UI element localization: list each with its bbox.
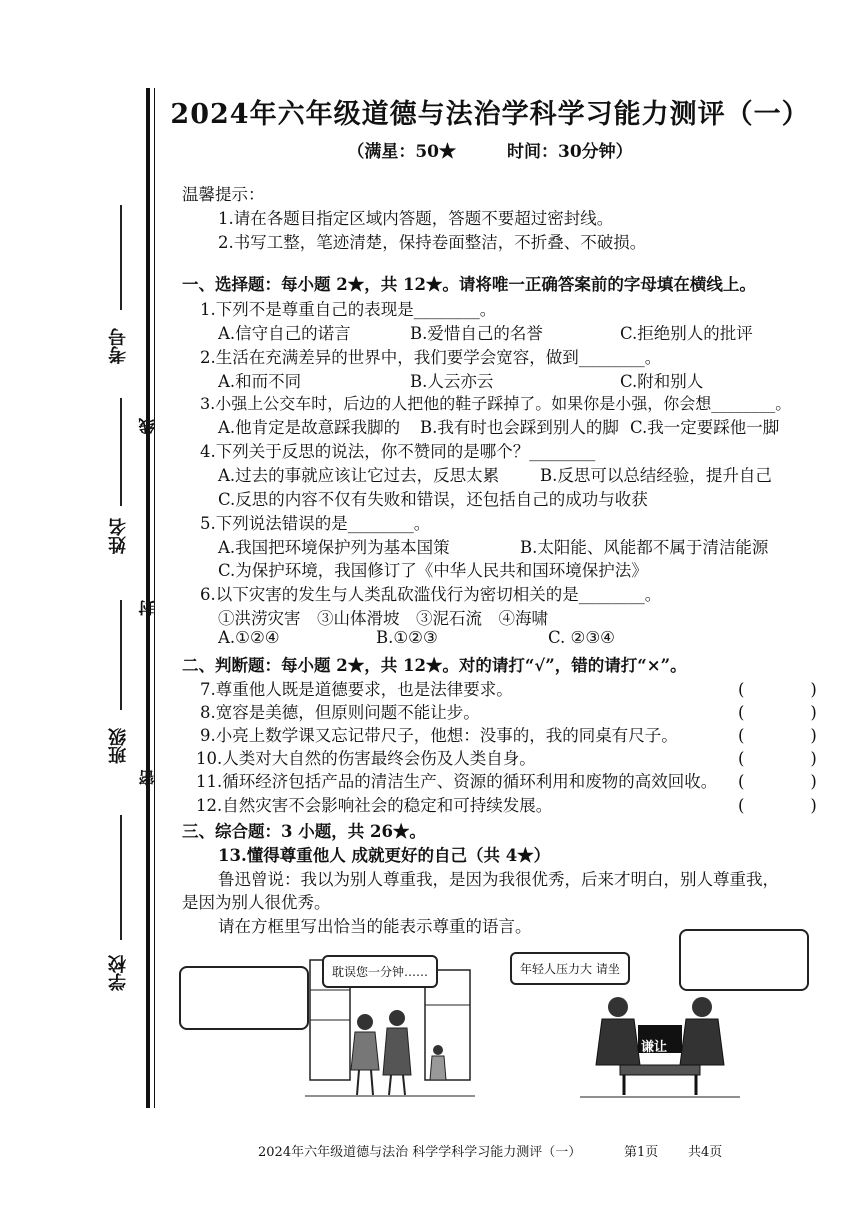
instruction: 请在方框里写出恰当的能表示尊重的语言。 bbox=[218, 917, 532, 936]
tf-item-11: 11.循环经济包括产品的清洁生产、资源的循环利用和废物的高效回收。 bbox=[196, 772, 718, 791]
q2-option-b: B.人云亦云 bbox=[410, 372, 494, 391]
question-1: 1.下列不是尊重自己的表现是________。 bbox=[200, 300, 497, 319]
footer-page: 第1页 bbox=[624, 1145, 659, 1160]
side-label-name: 姓名 bbox=[108, 518, 129, 554]
question-3: 3.小强上公交车时，后边的人把他的鞋子踩掉了。如果你是小强，你会想________。 bbox=[200, 394, 792, 413]
tf-answer-12[interactable]: ( ) bbox=[738, 796, 817, 815]
name-blank bbox=[120, 398, 122, 506]
tip-item-1: 1.请在各题目指定区域内答题，答题不要超过密封线。 bbox=[218, 209, 614, 228]
q3-option-b: B.我有时也会踩到别人的脚 bbox=[420, 418, 619, 437]
q1-option-b: B.爱惜自己的名誉 bbox=[410, 324, 543, 343]
tips-heading: 温馨提示： bbox=[182, 185, 265, 204]
school-blank bbox=[120, 815, 122, 940]
tf-item-7: 7.尊重他人既是道德要求，也是法律要求。 bbox=[200, 680, 513, 699]
section1-heading: 一、选择题：每小题 2★，共 12★。请将唯一正确答案前的字母填在横线上。 bbox=[182, 275, 756, 294]
q4-option-b: B.反思可以总结经验，提升自己 bbox=[540, 466, 772, 485]
q2-option-a: A.和而不同 bbox=[218, 372, 302, 391]
seal-line-thick bbox=[146, 88, 150, 1108]
tf-answer-7[interactable]: ( ) bbox=[738, 680, 817, 699]
quote-line-1: 鲁迅曾说：我以为别人尊重我，是因为我很优秀，后来才明白，别人尊重我， bbox=[218, 870, 779, 889]
q4-option-c: C.反思的内容不仅有失败和错误，还包括自己的成功与收获 bbox=[218, 490, 648, 509]
tip-item-2: 2.书写工整，笔迹清楚，保持卷面整洁，不折叠、不破损。 bbox=[218, 233, 647, 252]
section3-heading: 三、综合题：3 小题，共 26★。 bbox=[182, 822, 426, 841]
tf-item-12: 12.自然灾害不会影响社会的稳定和可持续发展。 bbox=[196, 796, 553, 815]
tf-item-9: 9.小亮上数学课又忘记带尺子，他想：没事的，我的同桌有尺子。 bbox=[200, 726, 678, 745]
side-label-examnum: 考号 bbox=[108, 328, 129, 364]
side-label-class: 班级 bbox=[108, 728, 129, 764]
question-6: 6.以下灾害的发生与人类乱砍滥伐行为密切相关的是________。 bbox=[200, 585, 662, 604]
q3-option-a: A.他肯定是故意踩我脚的 bbox=[218, 418, 401, 437]
side-mark-line: 线 bbox=[138, 418, 157, 434]
seal-line-thin bbox=[154, 88, 155, 1108]
q4-option-a: A.过去的事就应该让它过去，反思太累 bbox=[218, 466, 500, 485]
q6-option-b: B.①②③ bbox=[376, 628, 438, 647]
answer-box-right[interactable] bbox=[679, 929, 809, 991]
tf-item-8: 8.宽容是美德，但原则问题不能让步。 bbox=[200, 703, 480, 722]
q1-option-a: A.信守自己的诺言 bbox=[218, 324, 351, 343]
q6-option-c: C. ②③④ bbox=[548, 628, 615, 647]
tf-answer-10[interactable]: ( ) bbox=[738, 749, 817, 768]
q3-option-c: C.我一定要踩他一脚 bbox=[630, 418, 780, 437]
sign-text: 谦让 bbox=[641, 1040, 668, 1055]
footer-total: 共4页 bbox=[688, 1145, 723, 1160]
speech-bubble-right: 年轻人压力大 请坐 bbox=[510, 952, 630, 985]
quote-line-2: 是因为别人很优秀。 bbox=[182, 893, 331, 912]
q6-items: ①洪涝灾害 ③山体滑坡 ③泥石流 ④海啸 bbox=[218, 609, 548, 628]
examnum-blank bbox=[120, 205, 122, 310]
question-13: 13.懂得尊重他人 成就更好的自己（共 4★） bbox=[218, 846, 551, 865]
q5-option-c: C.为保护环境，我国修订了《中华人民共和国环境保护法》 bbox=[218, 561, 648, 580]
section2-heading: 二、判断题：每小题 2★，共 12★。对的请打“√”，错的请打“×”。 bbox=[182, 656, 687, 675]
tf-answer-9[interactable]: ( ) bbox=[738, 726, 817, 745]
q1-option-c: C.拒绝别人的批评 bbox=[620, 324, 753, 343]
q5-option-a: A.我国把环境保护列为基本国策 bbox=[218, 538, 450, 557]
answer-box-left[interactable] bbox=[179, 966, 309, 1030]
side-label-school: 学校 bbox=[108, 955, 129, 991]
side-mark-seal: 封 bbox=[138, 600, 157, 616]
side-mark-secret: 密 bbox=[138, 770, 157, 786]
class-blank bbox=[120, 600, 122, 710]
q2-option-c: C.附和别人 bbox=[620, 372, 704, 391]
q5-option-b: B.太阳能、风能都不属于清洁能源 bbox=[520, 538, 769, 557]
speech-bubble-left: 耽误您一分钟…… bbox=[322, 955, 438, 988]
tf-answer-11[interactable]: ( ) bbox=[738, 772, 817, 791]
page-subtitle: （满星：50★ 时间：30分钟） bbox=[347, 142, 633, 162]
question-2: 2.生活在充满差异的世界中，我们要学会宽容，做到________。 bbox=[200, 348, 662, 367]
q6-option-a: A.①②④ bbox=[218, 628, 280, 647]
question-5: 5.下列说法错误的是________。 bbox=[200, 514, 431, 533]
footer-text: 2024年六年级道德与法治 科学学科学习能力测评（一） bbox=[258, 1145, 582, 1160]
tf-item-10: 10.人类对大自然的伤害最终会伤及人类自身。 bbox=[196, 749, 536, 768]
page-title: 2024年六年级道德与法治学科学习能力测评（一） bbox=[170, 99, 810, 130]
question-4: 4.下列关于反思的说法，你不赞同的是哪个？________ bbox=[200, 442, 596, 461]
tf-answer-8[interactable]: ( ) bbox=[738, 703, 817, 722]
